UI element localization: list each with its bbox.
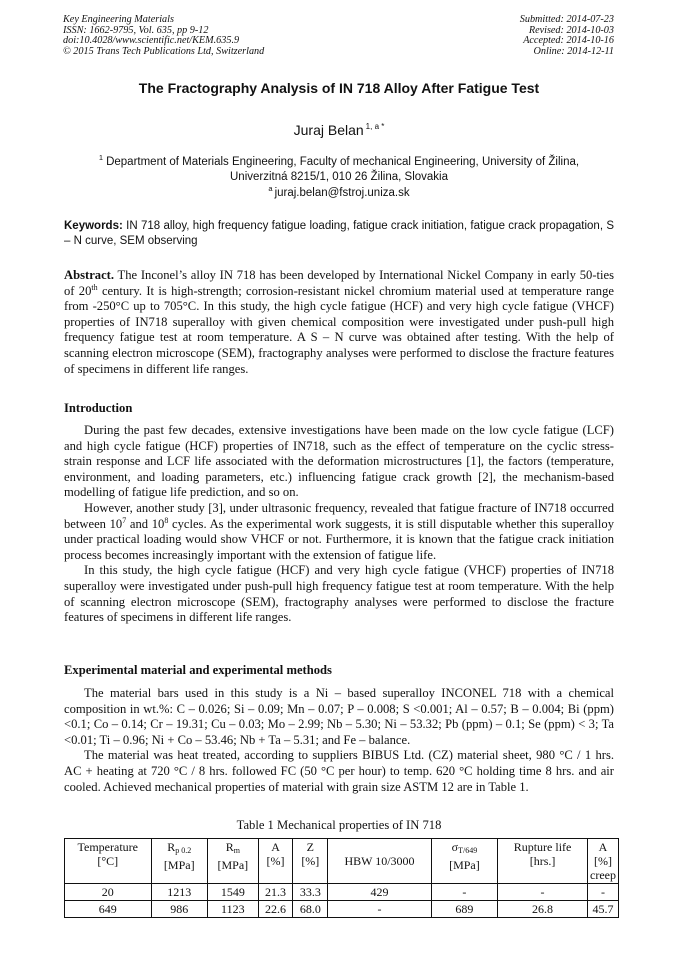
table-cell: 45.7 (588, 901, 619, 918)
intro-paragraph-2 (64, 501, 614, 563)
table-cell: 20 (65, 884, 152, 901)
revised-date: Revised: 2014-10-03 (528, 24, 614, 36)
header-rp02-symbol: R (167, 840, 176, 854)
table-cell: - (328, 901, 432, 918)
header-temperature-top: Temperature (77, 840, 138, 854)
dates-info (520, 15, 614, 57)
header-hbw-top: HBW 10/3000 (344, 854, 415, 868)
journal-info (63, 15, 264, 57)
table-cell: 21.3 (258, 884, 293, 901)
header-sigma-symbol: σ (451, 840, 459, 854)
abstract (64, 268, 614, 377)
header-z (293, 839, 328, 884)
affiliation-mark: 1 (98, 153, 104, 162)
keywords-text: IN 718 alloy, high frequency fatigue loading, fatigue crack initiation, fatigue crack propagation, S – N curve, SEM observing (64, 220, 615, 247)
keywords (64, 219, 614, 249)
affiliation-line-2: Univerzitná 8215/1, 010 26 Žilina, Slovakia (230, 171, 448, 183)
table-row (65, 884, 619, 901)
abstract-sup: th (91, 282, 98, 292)
header-a (258, 839, 293, 884)
intro-p2-sup-2: 8 (164, 515, 169, 525)
abstract-label: Abstract. (64, 268, 115, 282)
table-cell: 649 (65, 901, 152, 918)
table-cell: 1549 (208, 884, 259, 901)
author-email (40, 184, 638, 199)
intro-p2-text-a: However, another study [3], under ultrasonic frequency, revealed that fatigue fracture of IN718 occurred between 10 (64, 500, 614, 531)
header-rm (208, 839, 259, 884)
paper-title: The Fractography Analysis of IN 718 Alloy After Fatigue Test (138, 80, 540, 96)
experimental-body (64, 686, 614, 795)
journal-issn: ISSN: 1662-9795, Vol. 635, pp 9-12 (63, 24, 209, 36)
mechanical-properties-table (64, 838, 619, 918)
table-row (65, 901, 619, 918)
header-hbw (328, 839, 432, 884)
header-sigma-unit: [MPa] (449, 858, 480, 872)
exp-paragraph-1: The material bars used in this study is a Ni – based superalloy INCONEL 718 with a chemical composition in wt.%: C – 0.026; Si – 0.09; Mn – 0.07; P – 0.008; S <0.001; Al – 0.57; B – 0.004; Bi (ppm) <0.1; Co – 0.14; Cr – 19.31; Cu – 0.03; Mo – 2.99; Nb – 5.30; Ni – 53.32; Pb (ppm) – 0.1; Se (ppm) < 3; Ta <0.01; Ti – 0.96; Ni + Co – 53.46; Nb + Ta – 5.31; and Fe – balance. (64, 686, 614, 747)
author-name: Juraj Belan (293, 122, 364, 138)
table-header-row (65, 839, 619, 884)
table-cell: 68.0 (293, 901, 328, 918)
submitted-date: Submitted: 2014-07-23 (519, 14, 614, 25)
header-rm-sub: m (233, 846, 240, 855)
table-cell: - (498, 884, 588, 901)
header-creep-top: A [%] (594, 840, 612, 868)
header-temperature-unit: [°C] (97, 854, 119, 868)
email-address[interactable]: juraj.belan@fstroj.uniza.sk (274, 187, 410, 199)
table-caption: Table 1 Mechanical properties of IN 718 (236, 818, 442, 832)
header-rp02-sub: p 0.2 (175, 846, 192, 855)
header-temperature (65, 839, 152, 884)
header-creep-bottom: creep (590, 868, 616, 882)
introduction-body (64, 423, 614, 626)
header-a-unit: [%] (266, 854, 285, 868)
intro-p2-sup-1: 7 (122, 515, 127, 525)
abstract-text-2: century. It is high-strength; corrosion-resistant nickel chromium material used at temperature range from -250°C up to 705°C. In this study, the high cycle fatigue (HCF) and very high cycle fatigue (VHCF) properties of IN718 superalloy with given chemical composition were investigated under push-pull high frequency fatigue test at room temperature. A S – N curve was obtained after testing. With the help of scanning electron microscope (SEM), fractography analyses were performed to disclose the fracture features of specimens in different life ranges. (64, 283, 614, 376)
table-cell: - (431, 884, 497, 901)
accepted-date: Accepted: 2014-10-16 (523, 35, 614, 47)
header-sigma-sub: T/649 (458, 846, 478, 855)
header-rp02-unit: [MPa] (163, 858, 195, 872)
table-cell: 33.3 (293, 884, 328, 901)
table-cell: 22.6 (258, 901, 293, 918)
intro-p2-text-c: cycles. As the experimental work suggests, it is still disputable whether this superalloy under practical loading would show VHCF or not. Furthermore, it is known that the fatigue crack initiation process becomes increasingly important with the extension of fatigue life. (64, 516, 614, 562)
journal-copyright: © 2015 Trans Tech Publications Ltd, Switzerland (63, 45, 265, 57)
table-cell: 429 (328, 884, 432, 901)
header-rupture-unit: [hrs.] (529, 854, 556, 868)
affiliation (70, 150, 608, 185)
header-sigma (431, 839, 497, 884)
table-cell: - (588, 884, 619, 901)
header-z-unit: [%] (301, 854, 320, 868)
table-cell: 1123 (208, 901, 259, 918)
header-rupture-top: Rupture life (513, 840, 572, 854)
table-cell: 986 (151, 901, 208, 918)
header-rm-unit: [MPa] (217, 858, 249, 872)
header-a-creep (588, 839, 619, 884)
introduction-heading: Introduction (64, 401, 133, 415)
header-rupture-life (498, 839, 588, 884)
table-cell: 1213 (151, 884, 208, 901)
header-rp02 (151, 839, 208, 884)
table-cell: 689 (431, 901, 497, 918)
experimental-heading: Experimental material and experimental methods (64, 663, 332, 677)
intro-paragraph-3: In this study, the high cycle fatigue (HCF) and very high cycle fatigue (VHCF) properties of IN718 superalloy were investigated under push-pull high frequency fatigue test at room temperature. With the help of scanning electron microscope (SEM), fractography analyses were performed to disclose the fracture features of specimens in different life ranges. (64, 563, 614, 625)
affiliation-line-1: Department of Materials Engineering, Faculty of mechanical Engineering, University of Žilina, (106, 156, 580, 168)
author-line (40, 122, 638, 138)
header-rm-symbol: R (225, 840, 234, 854)
abstract-text-1: The Inconel’s alloy IN 718 has been developed by International Nickel Company in early 50-ties of 20 (64, 268, 614, 298)
intro-p2-text-b: and 10 (126, 516, 165, 531)
keywords-label: Keywords: (64, 220, 123, 232)
journal-name: Key Engineering Materials (63, 14, 174, 25)
header-z-top: Z (306, 840, 314, 854)
exp-paragraph-2: The material was heat treated, according to suppliers BIBUS Ltd. (CZ) material sheet, 980 °C / 1 hrs. AC + heating at 720 °C / 8 hrs. followed FC (50 °C per hour) to temp. 620 °C holding time 8 hrs. and air cooled. Achieved mechanical properties of material with grain size ASTM 12 are in Table 1. (64, 748, 614, 794)
table-cell: 26.8 (498, 901, 588, 918)
header-a-top: A (271, 840, 280, 854)
email-mark: a (268, 184, 273, 193)
intro-paragraph-1: During the past few decades, extensive investigations have been made on the low cycle fatigue (LCF) and high cycle fatigue (HCF) properties of IN718, such as the effect of temperature on the cyclic stress-strain response and LCF life associated with the deformation microstructures [1], the factors (temperature, environment, and loading parameters, etc.) influencing fatigue crack growth [2], the mechanism-based modelling of fatigue life prediction, and so on. (64, 423, 614, 500)
author-marks: 1, a * (365, 122, 385, 131)
journal-doi[interactable]: doi:10.4028/www.scientific.net/KEM.635.9 (63, 35, 240, 47)
online-date: Online: 2014-12-11 (533, 45, 614, 57)
